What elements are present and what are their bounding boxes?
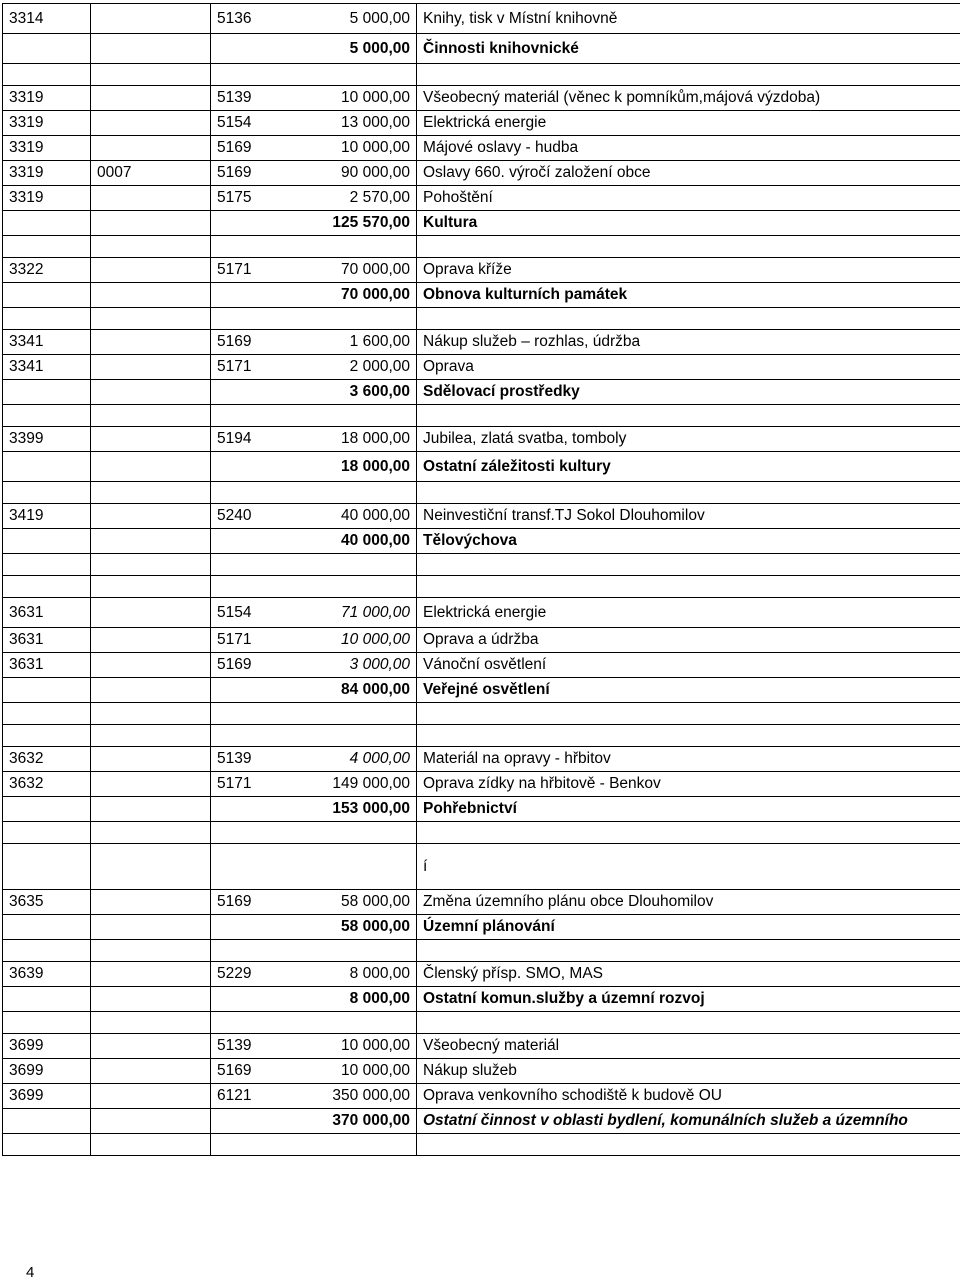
item-amount-cell <box>211 86 417 111</box>
paragraph-cell <box>3 1109 91 1134</box>
record-cell <box>91 529 211 554</box>
amount-value: 3 600,00 <box>349 383 410 400</box>
item-amount-cell <box>211 1109 417 1134</box>
item-amount-cell <box>211 725 417 747</box>
record-cell <box>91 186 211 211</box>
item-amount-cell <box>211 427 417 452</box>
paragraph-cell: 3419 <box>3 504 91 529</box>
item-amount-cell <box>211 111 417 136</box>
amount-value: 58 000,00 <box>341 893 410 910</box>
spacer-row <box>3 554 960 576</box>
item-amount-cell <box>211 1134 417 1156</box>
table-row <box>3 86 960 111</box>
record-cell <box>91 482 211 504</box>
paragraph-cell: 3341 <box>3 330 91 355</box>
paragraph-cell <box>3 822 91 844</box>
amount-value: 4 000,00 <box>349 750 410 767</box>
description-cell <box>417 703 960 725</box>
item-amount-cell <box>211 4 417 34</box>
description-cell <box>417 940 960 962</box>
amount-value: 40 000,00 <box>341 507 410 524</box>
item-code: 5154 <box>217 603 252 621</box>
amount-value: 58 000,00 <box>341 918 410 935</box>
record-cell <box>91 1084 211 1109</box>
amount-value: 8 000,00 <box>349 965 410 982</box>
paragraph-cell: 3699 <box>3 1034 91 1059</box>
paragraph-cell: 3699 <box>3 1084 91 1109</box>
paragraph-cell: 3319 <box>3 86 91 111</box>
paragraph-cell <box>3 1134 91 1156</box>
item-code: 5175 <box>217 189 252 206</box>
paragraph-cell: 3314 <box>3 4 91 34</box>
item-amount-cell <box>211 747 417 772</box>
record-cell <box>91 772 211 797</box>
description-cell: Všeobecný materiál <box>417 1034 960 1059</box>
spacer-row <box>3 482 960 504</box>
paragraph-cell <box>3 211 91 236</box>
description-cell <box>417 482 960 504</box>
description-cell: Nákup služeb <box>417 1059 960 1084</box>
item-amount-cell <box>211 283 417 308</box>
description-cell: Všeobecný materiál (věnec k pomníkům,májová výzdoba) <box>417 86 960 111</box>
spacer-row <box>3 1012 960 1034</box>
paragraph-cell <box>3 64 91 86</box>
record-cell <box>91 308 211 330</box>
item-code: 5171 <box>217 631 252 648</box>
amount-value: 10 000,00 <box>341 631 410 648</box>
paragraph-cell: 3632 <box>3 772 91 797</box>
item-amount-cell <box>211 308 417 330</box>
description-cell: Členský přísp. SMO, MAS <box>417 962 960 987</box>
record-cell <box>91 34 211 64</box>
record-cell <box>91 725 211 747</box>
item-amount-cell <box>211 482 417 504</box>
item-amount-cell <box>211 628 417 653</box>
spacer-row <box>3 576 960 598</box>
spacer-row <box>3 308 960 330</box>
spacer-row <box>3 1134 960 1156</box>
amount-value: 2 000,00 <box>349 358 410 375</box>
description-cell <box>417 725 960 747</box>
item-code: 5171 <box>217 261 252 278</box>
table-row <box>3 1059 960 1084</box>
table-row <box>3 355 960 380</box>
item-code: 5169 <box>217 893 252 910</box>
item-code: 5139 <box>217 89 252 106</box>
item-code: 5169 <box>217 139 252 156</box>
description-cell: Sdělovací prostředky <box>417 380 960 405</box>
paragraph-cell <box>3 987 91 1012</box>
subtotal-row <box>3 678 960 703</box>
item-code: 5169 <box>217 333 252 350</box>
description-cell: Májové oslavy - hudba <box>417 136 960 161</box>
table-row <box>3 427 960 452</box>
description-cell: Územní plánování <box>417 915 960 940</box>
item-code: 5171 <box>217 775 252 792</box>
table-row <box>3 747 960 772</box>
table-row <box>3 330 960 355</box>
table-row <box>3 628 960 653</box>
item-code: 5171 <box>217 358 252 375</box>
paragraph-cell <box>3 308 91 330</box>
item-amount-cell <box>211 330 417 355</box>
record-cell <box>91 86 211 111</box>
record-cell <box>91 1034 211 1059</box>
item-code: 5139 <box>217 1037 252 1054</box>
item-amount-cell <box>211 64 417 86</box>
record-cell <box>91 703 211 725</box>
paragraph-cell <box>3 236 91 258</box>
item-amount-cell <box>211 940 417 962</box>
item-amount-cell <box>211 236 417 258</box>
spacer-row <box>3 703 960 725</box>
paragraph-cell: 3699 <box>3 1059 91 1084</box>
item-amount-cell <box>211 576 417 598</box>
record-cell <box>91 1109 211 1134</box>
item-code: 5136 <box>217 9 252 27</box>
amount-value: 149 000,00 <box>332 775 410 792</box>
item-amount-cell <box>211 1084 417 1109</box>
note-row <box>3 844 960 890</box>
description-cell: Elektrická energie <box>417 111 960 136</box>
paragraph-cell <box>3 452 91 482</box>
paragraph-cell: 3635 <box>3 890 91 915</box>
record-cell <box>91 405 211 427</box>
item-code: 6121 <box>217 1087 252 1104</box>
record-cell <box>91 283 211 308</box>
description-cell <box>417 236 960 258</box>
table-row <box>3 1034 960 1059</box>
subtotal-row <box>3 283 960 308</box>
amount-value: 10 000,00 <box>341 1062 410 1079</box>
paragraph-cell <box>3 380 91 405</box>
paragraph-cell: 3319 <box>3 136 91 161</box>
description-cell: Oprava kříže <box>417 258 960 283</box>
item-amount-cell <box>211 258 417 283</box>
record-cell <box>91 797 211 822</box>
record-cell <box>91 258 211 283</box>
description-cell <box>417 64 960 86</box>
subtotal-row <box>3 1109 960 1134</box>
table-row <box>3 111 960 136</box>
table-row <box>3 962 960 987</box>
record-cell <box>91 1134 211 1156</box>
description-cell <box>417 554 960 576</box>
budget-table-body <box>3 4 960 1156</box>
amount-value: 18 000,00 <box>341 430 410 447</box>
description-cell: Neinvestiční transf.TJ Sokol Dlouhomilov <box>417 504 960 529</box>
description-cell: Změna územního plánu obce Dlouhomilov <box>417 890 960 915</box>
amount-value: 5 000,00 <box>349 9 410 27</box>
table-row <box>3 4 960 34</box>
item-code: 5169 <box>217 164 252 181</box>
amount-value: 350 000,00 <box>332 1087 410 1104</box>
record-cell <box>91 962 211 987</box>
record-cell <box>91 747 211 772</box>
amount-value: 90 000,00 <box>341 164 410 181</box>
paragraph-cell: 3631 <box>3 598 91 628</box>
record-cell <box>91 628 211 653</box>
description-cell: Ostatní komun.služby a územní rozvoj <box>417 987 960 1012</box>
paragraph-cell <box>3 283 91 308</box>
paragraph-cell <box>3 554 91 576</box>
paragraph-cell: 3319 <box>3 186 91 211</box>
paragraph-cell <box>3 1012 91 1034</box>
record-cell <box>91 598 211 628</box>
item-amount-cell <box>211 554 417 576</box>
item-amount-cell <box>211 598 417 628</box>
description-cell: Vánoční osvětlení <box>417 653 960 678</box>
description-cell: Ostatní záležitosti kultury <box>417 452 960 482</box>
amount-value: 18 000,00 <box>341 457 410 475</box>
item-amount-cell <box>211 822 417 844</box>
paragraph-cell <box>3 703 91 725</box>
spacer-row <box>3 725 960 747</box>
paragraph-cell <box>3 576 91 598</box>
table-row <box>3 772 960 797</box>
record-cell <box>91 554 211 576</box>
description-cell: Kultura <box>417 211 960 236</box>
record-cell <box>91 504 211 529</box>
description-cell <box>417 308 960 330</box>
description-cell: Nákup služeb – rozhlas, údržba <box>417 330 960 355</box>
record-cell <box>91 653 211 678</box>
description-cell: Pohoštění <box>417 186 960 211</box>
paragraph-cell: 3319 <box>3 111 91 136</box>
item-code: 5229 <box>217 965 252 982</box>
record-cell <box>91 330 211 355</box>
record-cell <box>91 111 211 136</box>
item-code: 5169 <box>217 1062 252 1079</box>
record-cell <box>91 890 211 915</box>
item-amount-cell <box>211 161 417 186</box>
record-cell <box>91 380 211 405</box>
description-cell: Činnosti knihovnické <box>417 34 960 64</box>
record-cell <box>91 576 211 598</box>
item-amount-cell <box>211 405 417 427</box>
table-row <box>3 136 960 161</box>
item-amount-cell <box>211 452 417 482</box>
record-cell <box>91 940 211 962</box>
paragraph-cell <box>3 678 91 703</box>
item-amount-cell <box>211 844 417 890</box>
amount-value: 13 000,00 <box>341 114 410 131</box>
item-amount-cell <box>211 504 417 529</box>
paragraph-cell <box>3 915 91 940</box>
spacer-row <box>3 236 960 258</box>
table-row <box>3 161 960 186</box>
description-cell: Tělovýchova <box>417 529 960 554</box>
item-code: 5139 <box>217 750 252 767</box>
amount-value: 2 570,00 <box>349 189 410 206</box>
table-row <box>3 890 960 915</box>
paragraph-cell <box>3 34 91 64</box>
item-amount-cell <box>211 987 417 1012</box>
table-row <box>3 504 960 529</box>
paragraph-cell: 3632 <box>3 747 91 772</box>
paragraph-cell <box>3 725 91 747</box>
description-cell: Oprava venkovního schodiště k budově OU <box>417 1084 960 1109</box>
description-cell: Veřejné osvětlení <box>417 678 960 703</box>
item-amount-cell <box>211 1012 417 1034</box>
table-row <box>3 258 960 283</box>
paragraph-cell: 3319 <box>3 161 91 186</box>
item-amount-cell <box>211 797 417 822</box>
spacer-row <box>3 405 960 427</box>
item-amount-cell <box>211 772 417 797</box>
subtotal-row <box>3 380 960 405</box>
subtotal-row <box>3 34 960 64</box>
amount-value: 370 000,00 <box>332 1112 410 1129</box>
paragraph-cell: 3631 <box>3 628 91 653</box>
table-row <box>3 598 960 628</box>
amount-value: 125 570,00 <box>332 214 410 231</box>
item-amount-cell <box>211 962 417 987</box>
record-cell <box>91 1012 211 1034</box>
subtotal-row <box>3 987 960 1012</box>
item-amount-cell <box>211 211 417 236</box>
item-amount-cell <box>211 355 417 380</box>
record-cell <box>91 236 211 258</box>
amount-value: 3 000,00 <box>349 656 410 673</box>
paragraph-cell: 3631 <box>3 653 91 678</box>
description-cell <box>417 822 960 844</box>
paragraph-cell: 3322 <box>3 258 91 283</box>
description-cell <box>417 1012 960 1034</box>
subtotal-row <box>3 797 960 822</box>
amount-value: 1 600,00 <box>349 333 410 350</box>
item-code: 5194 <box>217 430 252 447</box>
item-code: 5154 <box>217 114 252 131</box>
paragraph-cell: 3639 <box>3 962 91 987</box>
item-amount-cell <box>211 1034 417 1059</box>
item-amount-cell <box>211 915 417 940</box>
amount-value: 84 000,00 <box>341 681 410 698</box>
item-amount-cell <box>211 34 417 64</box>
record-cell <box>91 987 211 1012</box>
description-cell: Obnova kulturních památek <box>417 283 960 308</box>
description-cell: Materiál na opravy - hřbitov <box>417 747 960 772</box>
amount-value: 8 000,00 <box>349 990 410 1007</box>
item-amount-cell <box>211 653 417 678</box>
amount-value: 71 000,00 <box>341 603 410 621</box>
subtotal-row <box>3 915 960 940</box>
item-amount-cell <box>211 529 417 554</box>
subtotal-row <box>3 452 960 482</box>
table-row <box>3 1084 960 1109</box>
item-amount-cell <box>211 380 417 405</box>
paragraph-cell <box>3 482 91 504</box>
record-cell <box>91 822 211 844</box>
paragraph-cell <box>3 405 91 427</box>
record-cell <box>91 427 211 452</box>
description-cell: Oprava zídky na hřbitově - Benkov <box>417 772 960 797</box>
description-cell: Oprava <box>417 355 960 380</box>
description-cell: Knihy, tisk v Místní knihovně <box>417 4 960 34</box>
amount-value: 40 000,00 <box>341 532 410 549</box>
table-row <box>3 186 960 211</box>
description-cell: Pohřebnictví <box>417 797 960 822</box>
amount-value: 10 000,00 <box>341 89 410 106</box>
description-cell: Oslavy 660. výročí založení obce <box>417 161 960 186</box>
description-cell: Jubilea, zlatá svatba, tomboly <box>417 427 960 452</box>
record-cell: 0007 <box>91 161 211 186</box>
item-amount-cell <box>211 890 417 915</box>
description-cell: Oprava a údržba <box>417 628 960 653</box>
spacer-row <box>3 64 960 86</box>
subtotal-row <box>3 211 960 236</box>
paragraph-cell: 3341 <box>3 355 91 380</box>
record-cell <box>91 136 211 161</box>
paragraph-cell <box>3 797 91 822</box>
item-amount-cell <box>211 678 417 703</box>
page-number: 4 <box>26 1264 35 1281</box>
description-cell: Ostatní činnost v oblasti bydlení, komunálních služeb a územního <box>417 1109 960 1134</box>
item-amount-cell <box>211 703 417 725</box>
description-cell <box>417 1134 960 1156</box>
record-cell <box>91 64 211 86</box>
amount-value: 70 000,00 <box>341 261 410 278</box>
item-amount-cell <box>211 186 417 211</box>
record-cell <box>91 4 211 34</box>
amount-value: 153 000,00 <box>332 800 410 817</box>
amount-value: 70 000,00 <box>341 286 410 303</box>
item-amount-cell <box>211 136 417 161</box>
description-cell <box>417 405 960 427</box>
table-row <box>3 653 960 678</box>
record-cell <box>91 678 211 703</box>
paragraph-cell <box>3 529 91 554</box>
item-code: 5240 <box>217 507 252 524</box>
amount-value: 5 000,00 <box>349 39 410 57</box>
item-amount-cell <box>211 1059 417 1084</box>
subtotal-row <box>3 529 960 554</box>
record-cell <box>91 915 211 940</box>
description-cell: í <box>417 844 960 890</box>
description-cell <box>417 576 960 598</box>
paragraph-cell: 3399 <box>3 427 91 452</box>
record-cell <box>91 1059 211 1084</box>
record-cell <box>91 452 211 482</box>
amount-value: 10 000,00 <box>341 139 410 156</box>
amount-value: 10 000,00 <box>341 1037 410 1054</box>
budget-table <box>2 3 960 1156</box>
description-cell: Elektrická energie <box>417 598 960 628</box>
item-code: 5169 <box>217 656 252 673</box>
paragraph-cell <box>3 844 91 890</box>
record-cell <box>91 844 211 890</box>
paragraph-cell <box>3 940 91 962</box>
record-cell <box>91 211 211 236</box>
spacer-row <box>3 822 960 844</box>
record-cell <box>91 355 211 380</box>
spacer-row <box>3 940 960 962</box>
